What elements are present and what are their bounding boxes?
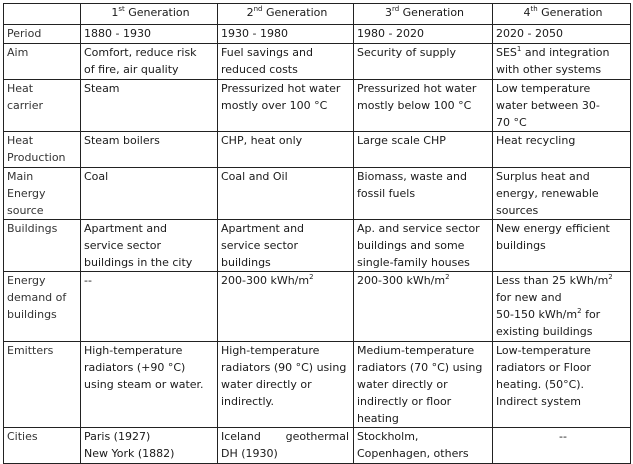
cell-gen3: Security of supply xyxy=(354,44,493,80)
header-row xyxy=(4,4,631,25)
cell-gen1: -- xyxy=(81,272,218,342)
cell-gen1: High-temperature radiators (+90 °C) using steam or water. xyxy=(81,342,218,428)
row-label: Aim xyxy=(4,44,81,80)
cell-gen2: CHP, heat only xyxy=(218,132,354,168)
cell-gen4: -- xyxy=(493,428,631,464)
row-period xyxy=(4,25,631,44)
corner-cell xyxy=(4,4,81,25)
cell-gen3: Stockholm, Copenhagen, others xyxy=(354,428,493,464)
row-label: Heat carrier xyxy=(4,80,81,132)
cell-gen1: Steam xyxy=(81,80,218,132)
cell-gen2: Pressurized hot water mostly over 100 °C xyxy=(218,80,354,132)
cell-gen3: 200-300 kWh/$m^2$ xyxy=(354,272,493,342)
row-label: Period xyxy=(4,25,81,44)
cell-gen4: Heat recycling xyxy=(493,132,631,168)
row-label: Cities xyxy=(4,428,81,464)
row-cities xyxy=(4,428,631,464)
cell-gen3: Large scale CHP xyxy=(354,132,493,168)
cell-gen2: Coal and Oil xyxy=(218,168,354,220)
cell-gen4: New energy efficient buildings xyxy=(493,220,631,272)
cell-gen3: Biomass, waste and fossil fuels xyxy=(354,168,493,220)
cell-gen4: Surplus heat and energy, renewable sources xyxy=(493,168,631,220)
cell-gen4: Less than 25 kWh/$m^2$ for new and 50-150 kWh/$m^2$ for existing buildings xyxy=(493,272,631,342)
row-buildings xyxy=(4,220,631,272)
cell-gen2: High-temperature radiators (90 °C) using water directly or indirectly. xyxy=(218,342,354,428)
row-label: Energy demand of buildings xyxy=(4,272,81,342)
cell-gen4: Low-temperature radiators or Floor heating. (50°C). Indirect system xyxy=(493,342,631,428)
header-gen3: 3rd Generation xyxy=(354,4,493,25)
row-heat-carrier xyxy=(4,80,631,132)
cell-gen1: Apartment and service sector buildings in the city xyxy=(81,220,218,272)
row-energy-demand xyxy=(4,272,631,342)
cell-gen1: 1880 - 1930 xyxy=(81,25,218,44)
header-gen4: 4th Generation xyxy=(493,4,631,25)
cell-gen1: Paris (1927) New York (1882) xyxy=(81,428,218,464)
row-label: Emitters xyxy=(4,342,81,428)
row-heat-production xyxy=(4,132,631,168)
cell-gen3: 1980 - 2020 xyxy=(354,25,493,44)
cell-gen1: Coal xyxy=(81,168,218,220)
row-aim xyxy=(4,44,631,80)
cell-gen4: SES$^1$ and integration with other systems xyxy=(493,44,631,80)
header-gen2: 2nd Generation xyxy=(218,4,354,25)
header-gen1: 1st Generation xyxy=(81,4,218,25)
cell-gen3: Pressurized hot water mostly below 100 °C xyxy=(354,80,493,132)
cell-gen3: Medium-temperature radiators (70 °C) using water directly or indirectly or floor heating xyxy=(354,342,493,428)
row-energy-source xyxy=(4,168,631,220)
generations-table xyxy=(3,3,631,464)
cell-gen2: Fuel savings and reduced costs xyxy=(218,44,354,80)
row-label: Main Energy source xyxy=(4,168,81,220)
cell-gen2: 1930 - 1980 xyxy=(218,25,354,44)
row-label: Buildings xyxy=(4,220,81,272)
cell-gen4: 2020 - 2050 xyxy=(493,25,631,44)
cell-gen1: Comfort, reduce risk of fire, air quality xyxy=(81,44,218,80)
cell-gen2: Apartment and service sector buildings xyxy=(218,220,354,272)
cell-gen1: Steam boilers xyxy=(81,132,218,168)
row-emitters xyxy=(4,342,631,428)
cell-gen2: 200-300 kWh/$m^2$ xyxy=(218,272,354,342)
cell-gen2: Iceland geothermal DH (1930) xyxy=(218,428,354,464)
cell-gen3: Ap. and service sector buildings and some single-family houses xyxy=(354,220,493,272)
cell-gen4: Low temperature water between 30- 70 °C xyxy=(493,80,631,132)
row-label: Heat Production xyxy=(4,132,81,168)
